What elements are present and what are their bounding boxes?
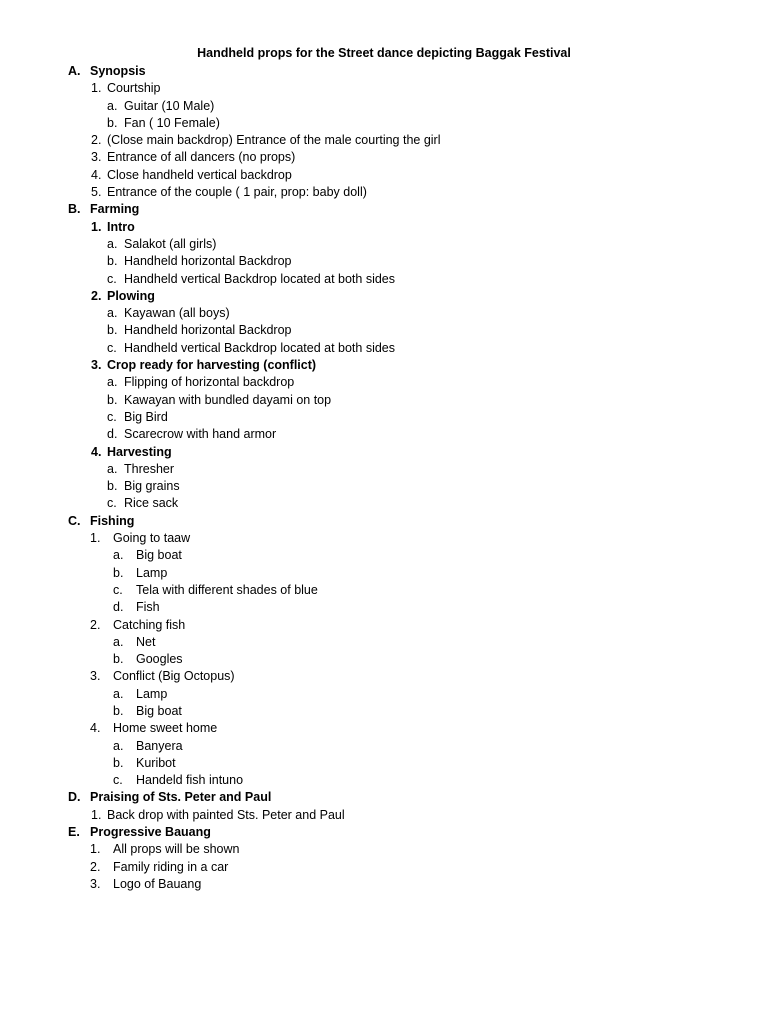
list-item-marker: 1. — [90, 531, 101, 546]
sub-list-item — [0, 565, 768, 582]
sub-list-item-text: Big boat — [136, 703, 182, 718]
section-heading-marker: E. — [68, 825, 80, 840]
section-heading-marker: B. — [68, 202, 81, 217]
list-item-text: Family riding in a car — [113, 859, 229, 874]
sub-list-item-marker: b. — [107, 323, 118, 338]
sub-list-item — [0, 547, 768, 564]
sub-list-item-marker: a. — [107, 461, 118, 476]
list-item-marker: 5. — [91, 185, 102, 200]
list-item-marker: 4. — [91, 167, 102, 182]
sub-list-item — [0, 755, 768, 772]
sub-list-item-text: Thresher — [124, 461, 175, 476]
sub-list-item-text: Net — [136, 634, 156, 649]
list-item-text: Conflict (Big Octopus) — [113, 669, 235, 684]
sub-list-item-text: Big Bird — [124, 409, 168, 424]
sub-list-item — [0, 599, 768, 616]
sub-list-item-marker: c. — [107, 340, 117, 355]
list-item-text: Back drop with painted Sts. Peter and Paul — [107, 807, 345, 822]
list-item-marker: 2. — [90, 617, 101, 632]
sub-list-item — [0, 686, 768, 703]
list-item-text: Entrance of all dancers (no props) — [107, 150, 296, 165]
list-item — [0, 720, 768, 737]
section-heading — [0, 201, 768, 218]
sub-list-item-marker: b. — [113, 755, 124, 770]
list-item-text: Entrance of the couple ( 1 pair, prop: baby doll) — [107, 185, 367, 200]
sub-list-item-marker: d. — [113, 600, 124, 615]
sub-list-item — [0, 392, 768, 409]
list-item — [0, 876, 768, 893]
section-heading-marker: D. — [68, 790, 81, 805]
sub-list-item — [0, 374, 768, 391]
list-item-marker: 1. — [90, 842, 101, 857]
sub-list-item-text: Kayawan (all boys) — [124, 306, 230, 321]
list-item-text: Catching fish — [113, 617, 186, 632]
list-item — [0, 184, 768, 201]
list-item-text: Intro — [107, 219, 135, 234]
list-item — [0, 149, 768, 166]
sub-list-item-text: Big grains — [124, 479, 180, 494]
list-item-marker: 1. — [91, 219, 102, 234]
sub-list-item-marker: c. — [113, 773, 123, 788]
sub-list-item-marker: d. — [107, 427, 118, 442]
sub-list-item — [0, 426, 768, 443]
sub-list-item-marker: a. — [107, 98, 118, 113]
list-item-marker: 2. — [91, 133, 102, 148]
section-heading-text: Farming — [90, 202, 140, 217]
sub-list-item — [0, 253, 768, 270]
section-heading-text: Praising of Sts. Peter and Paul — [90, 790, 272, 805]
sub-list-item — [0, 582, 768, 599]
list-item-marker: 4. — [91, 444, 102, 459]
sub-list-item — [0, 236, 768, 253]
list-item-marker: 3. — [90, 876, 101, 891]
list-item — [0, 167, 768, 184]
section-heading-text: Synopsis — [90, 64, 146, 78]
sub-list-item-text: Handheld horizontal Backdrop — [124, 254, 292, 269]
sub-list-item-text: Fan ( 10 Female) — [124, 115, 220, 130]
sub-list-item — [0, 322, 768, 339]
sub-list-item — [0, 738, 768, 755]
sub-list-item-marker: a. — [113, 634, 124, 649]
sub-list-item-text: Kuribot — [136, 755, 176, 770]
section-heading-marker: C. — [68, 513, 81, 528]
sub-list-item — [0, 703, 768, 720]
sub-list-item-marker: c. — [107, 496, 117, 511]
list-item — [0, 617, 768, 634]
sub-list-item-marker: b. — [113, 703, 124, 718]
list-item — [0, 132, 768, 149]
sub-list-item-text: Lamp — [136, 565, 168, 580]
list-item-marker: 2. — [90, 859, 101, 874]
sub-list-item-text: Kawayan with bundled dayami on top — [124, 392, 332, 407]
sub-list-item — [0, 98, 768, 115]
list-item-text: All props will be shown — [113, 842, 240, 857]
list-item-text: Logo of Bauang — [113, 876, 202, 891]
sub-list-item-text: Handheld vertical Backdrop located at both sides — [124, 271, 395, 286]
sub-list-item-marker: a. — [107, 375, 118, 390]
sub-list-item-text: Salakot (all girls) — [124, 236, 217, 251]
section-heading-text: Fishing — [90, 513, 135, 528]
sub-list-item-text: Googles — [136, 652, 183, 667]
list-item — [0, 80, 768, 97]
list-item-marker: 4. — [90, 721, 101, 736]
list-item — [0, 288, 768, 305]
sub-list-item-text: Handeld fish intuno — [136, 773, 244, 788]
sub-list-item-text: Lamp — [136, 686, 168, 701]
sub-list-item — [0, 634, 768, 651]
outline-list — [0, 63, 768, 893]
sub-list-item-text: Rice sack — [124, 496, 179, 511]
sub-list-item-marker: b. — [107, 254, 118, 269]
section-heading — [0, 824, 768, 841]
list-item-text: (Close main backdrop) Entrance of the male courting the girl — [107, 133, 441, 148]
sub-list-item-marker: b. — [107, 479, 118, 494]
list-item-text: Courtship — [107, 81, 161, 96]
sub-list-item — [0, 271, 768, 288]
sub-list-item-text: Fish — [136, 600, 160, 615]
sub-list-item-marker: a. — [107, 306, 118, 321]
sub-list-item-marker: c. — [107, 409, 117, 424]
sub-list-item — [0, 305, 768, 322]
section-heading-text: Progressive Bauang — [90, 825, 211, 840]
list-item — [0, 444, 768, 461]
list-item-text: Close handheld vertical backdrop — [107, 167, 292, 182]
list-item-text: Plowing — [107, 288, 155, 303]
list-item-marker: 2. — [91, 288, 102, 303]
sub-list-item-marker: a. — [113, 686, 124, 701]
sub-list-item-text: Scarecrow with hand armor — [124, 427, 277, 442]
sub-list-item — [0, 409, 768, 426]
sub-list-item-marker: b. — [113, 652, 124, 667]
list-item-marker: 3. — [91, 150, 102, 165]
sub-list-item-marker: a. — [113, 738, 124, 753]
list-item — [0, 219, 768, 236]
sub-list-item — [0, 478, 768, 495]
sub-list-item — [0, 651, 768, 668]
list-item-marker: 1. — [91, 81, 102, 96]
list-item-text: Harvesting — [107, 444, 172, 459]
sub-list-item-marker: b. — [107, 392, 118, 407]
sub-list-item-text: Banyera — [136, 738, 183, 753]
sub-list-item — [0, 340, 768, 357]
sub-list-item-text: Tela with different shades of blue — [136, 582, 318, 597]
sub-list-item-marker: b. — [107, 115, 118, 130]
sub-list-item-text: Guitar (10 Male) — [124, 98, 215, 113]
list-item-text: Home sweet home — [113, 721, 218, 736]
sub-list-item-text: Big boat — [136, 548, 182, 563]
sub-list-item — [0, 461, 768, 478]
sub-list-item-marker: c. — [113, 582, 123, 597]
section-heading — [0, 513, 768, 530]
sub-list-item — [0, 772, 768, 789]
list-item — [0, 357, 768, 374]
list-item — [0, 668, 768, 685]
list-item-marker: 3. — [91, 358, 102, 373]
sub-list-item — [0, 495, 768, 512]
list-item — [0, 859, 768, 876]
sub-list-item-text: Flipping of horizontal backdrop — [124, 375, 295, 390]
section-heading — [0, 63, 768, 80]
list-item-marker: 3. — [90, 669, 101, 684]
list-item — [0, 807, 768, 824]
list-item-marker: 1. — [91, 807, 102, 822]
sub-list-item-marker: a. — [113, 548, 124, 563]
list-item — [0, 841, 768, 858]
section-heading — [0, 789, 768, 806]
sub-list-item-marker: a. — [107, 236, 118, 251]
sub-list-item-text: Handheld vertical Backdrop located at both sides — [124, 340, 395, 355]
sub-list-item — [0, 115, 768, 132]
list-item-text: Going to taaw — [113, 531, 191, 546]
sub-list-item-marker: c. — [107, 271, 117, 286]
sub-list-item-marker: b. — [113, 565, 124, 580]
list-item-text: Crop ready for harvesting (conflict) — [107, 358, 317, 373]
section-heading-marker: A. — [68, 64, 81, 78]
list-item — [0, 530, 768, 547]
sub-list-item-text: Handheld horizontal Backdrop — [124, 323, 292, 338]
document-title: Handheld props for the Street dance depicting Baggak Festival — [197, 46, 571, 60]
